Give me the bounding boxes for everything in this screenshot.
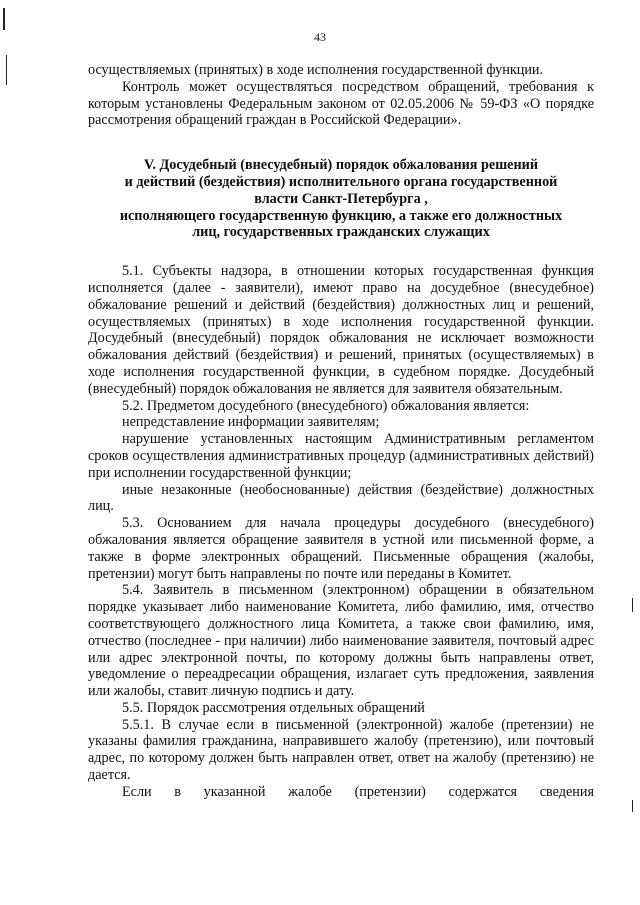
paragraph-5-5: 5.5. Порядок рассмотрения отдельных обращений — [122, 699, 425, 716]
section-heading-line-3: власти Санкт-Петербурга , — [254, 190, 428, 207]
paragraph-5-4: 5.4. Заявитель в письменном (электронном) обращении в обязательном порядке указывает либо наименование Комитета, либо фамилию, имя, отчество соответствующего должностного лица Комитета, а также свои фамилию, имя, отчество (последнее - при наличии) либо наименование заявителя, почтовый адрес или адрес электронной почты, по которому должны быть направлены ответ, уведомление о переадресации обращения, излагает суть предложения, заявления или жалобы, ставит личную подпись и дату. — [88, 582, 594, 700]
paragraph-5-3: 5.3. Основанием для начала процедуры досудебного (внесудебного) обжалования является обращение заявителя в устной или письменной форме, а также в форме электронных обращений. Письменные обращения (жалобы, претензии) могут быть направлены по почте или переданы в Комитет. — [88, 515, 594, 582]
scan-edge-mark-left — [6, 55, 7, 85]
section-heading-line-2: и действий (бездействия) исполнительного органа государственной — [124, 173, 558, 190]
paragraph-5-5-continued: Если в указанной жалобе (претензии) содержатся сведения — [122, 783, 594, 800]
paragraph-5-2-item-a: непредставление информации заявителям; — [122, 414, 380, 431]
document-body — [88, 62, 594, 801]
section-heading-line-5: лиц, государственных гражданских служащих — [192, 224, 490, 241]
paragraph-5-2-item-c: иные незаконные (необоснованные) действия (бездействие) должностных лиц. — [88, 481, 594, 515]
section-heading-line-4: исполняющего государственную функцию, а также его должностных — [119, 207, 563, 224]
section-heading — [88, 157, 594, 241]
section-heading-line-1: V. Досудебный (внесудебный) порядок обжалования решений — [144, 157, 538, 174]
intro-paragraph: Контроль может осуществляться посредством обращений, требования к которым установлены Федеральным законом от 02.05.2006 № 59-ФЗ «О порядке рассмотрения обращений граждан в Российской Федерации». — [88, 78, 594, 129]
paragraph-5-5-1: 5.5.1. В случае если в письменной (электронной) жалобе (претензии) не указаны фамилия гражданина, направившего жалобу (претензию), или почтовый адрес, по которому должен быть направлен ответ, ответ на жалобу (претензию) не дается. — [88, 716, 594, 784]
scan-edge-mark-top — [3, 8, 5, 30]
intro-line: осуществляемых (принятых) в ходе исполнения государственной функции. — [88, 62, 544, 78]
scan-edge-mark-right — [632, 598, 633, 612]
paragraph-5-2: 5.2. Предметом досудебного (внесудебного) обжалования является: — [122, 397, 530, 414]
page-number: 43 — [314, 30, 326, 44]
paragraph-5-2-item-b: нарушение установленных настоящим Административным регламентом сроков осуществления административных процедур (административных действий) при исполнении государственной функции; — [88, 431, 594, 481]
scan-edge-mark-right-2 — [632, 800, 633, 812]
paragraph-5-1: 5.1. Субъекты надзора, в отношении которых государственная функция исполняется (далее - заявители), имеют право на досудебное (внесудебное) обжалование решений и действий (бездействия) должностных лиц и решений, осуществляемых (принятых) в ходе исполнения государственной функции. Досудебный (внесудебный) порядок обжалования не исключает возможности обжалования действий (бездействия) и решений, принятых (осуществляемых) в ходе исполнения государственной функции, в судебном порядке. Досудебный (внесудебный) порядок обжалования не является для заявителя обязательным. — [88, 263, 594, 397]
